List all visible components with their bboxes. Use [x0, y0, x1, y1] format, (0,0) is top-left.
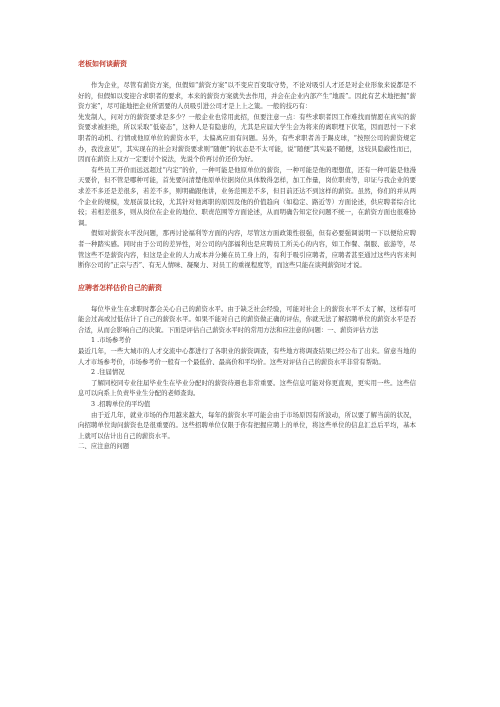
paragraph: 作为企业，尽管有薪资方案，但假如“薪资方案”以不变应百变取守势，不论对吸引人才还是对企业形象来说都是不好的，但假如以变迎合求职者的要求，本来的薪资方案就失去作用，并会在企业内部产生“地震”。因此有艺术地把握“薪资方案”，尽可能地把企业所需要的人员吸引进公司才是上上之策。一般的技巧有： — [78, 81, 416, 111]
subheading: 二、应注意的问题 — [78, 442, 130, 451]
section-title-boss-salary: 老板如何谈薪资 — [78, 60, 127, 68]
paragraph: 先发制人，问对方的薪资要求是多少？一般企业也常用此招，但要注意一点：有些求职者因工作难找而情愿在真实的薪资要求被拒绝，所以采取“低姿态”，这种人是有隐患的，尤其是应届大学生会为将来的离职埋下伏笔，因而思忖一下求职者的动机、行情或他原单位的薪资水平，太偏离应而有问题。另外，有些求职者善于踢皮球，“按照公司的薪资规定办，我没意见”，其实现在的社会对薪资要求则“随便”的状态是不太可能，说“随便”其实最不随便，这较具隐蔽性而已，因而在薪资上双方一定要讨个说法，先说个价再讨价还价为好。 — [78, 112, 416, 164]
paragraph: 每位毕业生在求职时都会关心自己的薪资水平。由于缺乏社会经验，可能对社会上的薪资水平不太了解，这样有可能会过高或过低估计了自己的薪资水平。如果不能对自己的薪资做正确的评估，你就无法了解招聘单位的薪资水平是否合适，从而会影响自己的决策。下面是评估自己薪资水平时的常用方法和应注意的问题：一、薪资评估方法 — [78, 304, 416, 334]
document-page — [78, 60, 416, 452]
paragraph: 假如对薪资水平没问题，那再讨论福利等方面的内容，尽管这方面政策性很强，但有必要强调说明一下以便给应聘者一种踏实感。同时由于公司的差异性，对公司的内部福利也是应聘员工所关心的内容，如工作餐、制服、旅游等，尽管这些不是薪资内容，但这是企业的人力成本并分摊在员工身上的，有利于吸引应聘者，应聘者甚至通过这些内容来判断你公司的“正宗与否”、有无人情味、凝聚力、对员工的重视程度等，而这些只能在谈判薪资时才说。 — [78, 229, 416, 270]
section-title-applicant-salary: 应聘者怎样估价自己的薪资 — [78, 283, 162, 292]
method-label: 1 .市场参考价 — [91, 336, 132, 345]
paragraph: 由于近几年，就业市场的作用越来越大，每年的薪资水平可能会由于市场原因有所波动，所以要了解当前的状况，向招聘单位询问薪资也是很重要的。这些招聘单位仅限于你有把握应聘上的单位，将这些单位的信息汇总后平均，基本上就可以估计出自己的薪资水平。 — [78, 410, 416, 440]
paragraph: 有些员工开价而远远超过“内定”的价，一种可能是他原单位的薪资，一种可能是他的理想值，还有一种可能是他漫天要价，但不管是哪种可能，首先要问清楚他原单位据岗位具体数得怎样，加工作量，岗位职责等，印证与我企业的要求差不多还是差很多，若差不多，则明确跟他讲，业务范围差不多，但目前还达不到这样的薪资。虽然，你们的并从两个企业的规模，发展前景比较，尤其针对他离职的原因及他的价值趋向（如稳定、路近等）方面论述，供应聘者综合比较；若相差很多，则从岗位在企业的地位、职责范围等方面论述，从而明确告知定位问题不统一，在薪资方面也很难协调。 — [78, 165, 416, 227]
method-label: 3 .招聘单位的平均值 — [91, 400, 151, 409]
paragraph: 了解同校同专业往届毕业生在毕业分配时的薪资待遇也非常重要。这些信息可能对你更直观，更实用一些。这些信息可以向系上负责毕业生分配的老师查询。 — [78, 378, 416, 398]
paragraph: 最近几年，一些大城市的人才交流中心都进行了各职业的薪资调查，有些地方将调查结果已经公布了出来。留意当地的人才市场参考价，市场参考价一般有一个最低价、最高价和平均价。这些对评估自己的薪资水平非常有帮助。 — [78, 347, 416, 366]
method-label: 2 .往届情况 — [91, 368, 125, 377]
